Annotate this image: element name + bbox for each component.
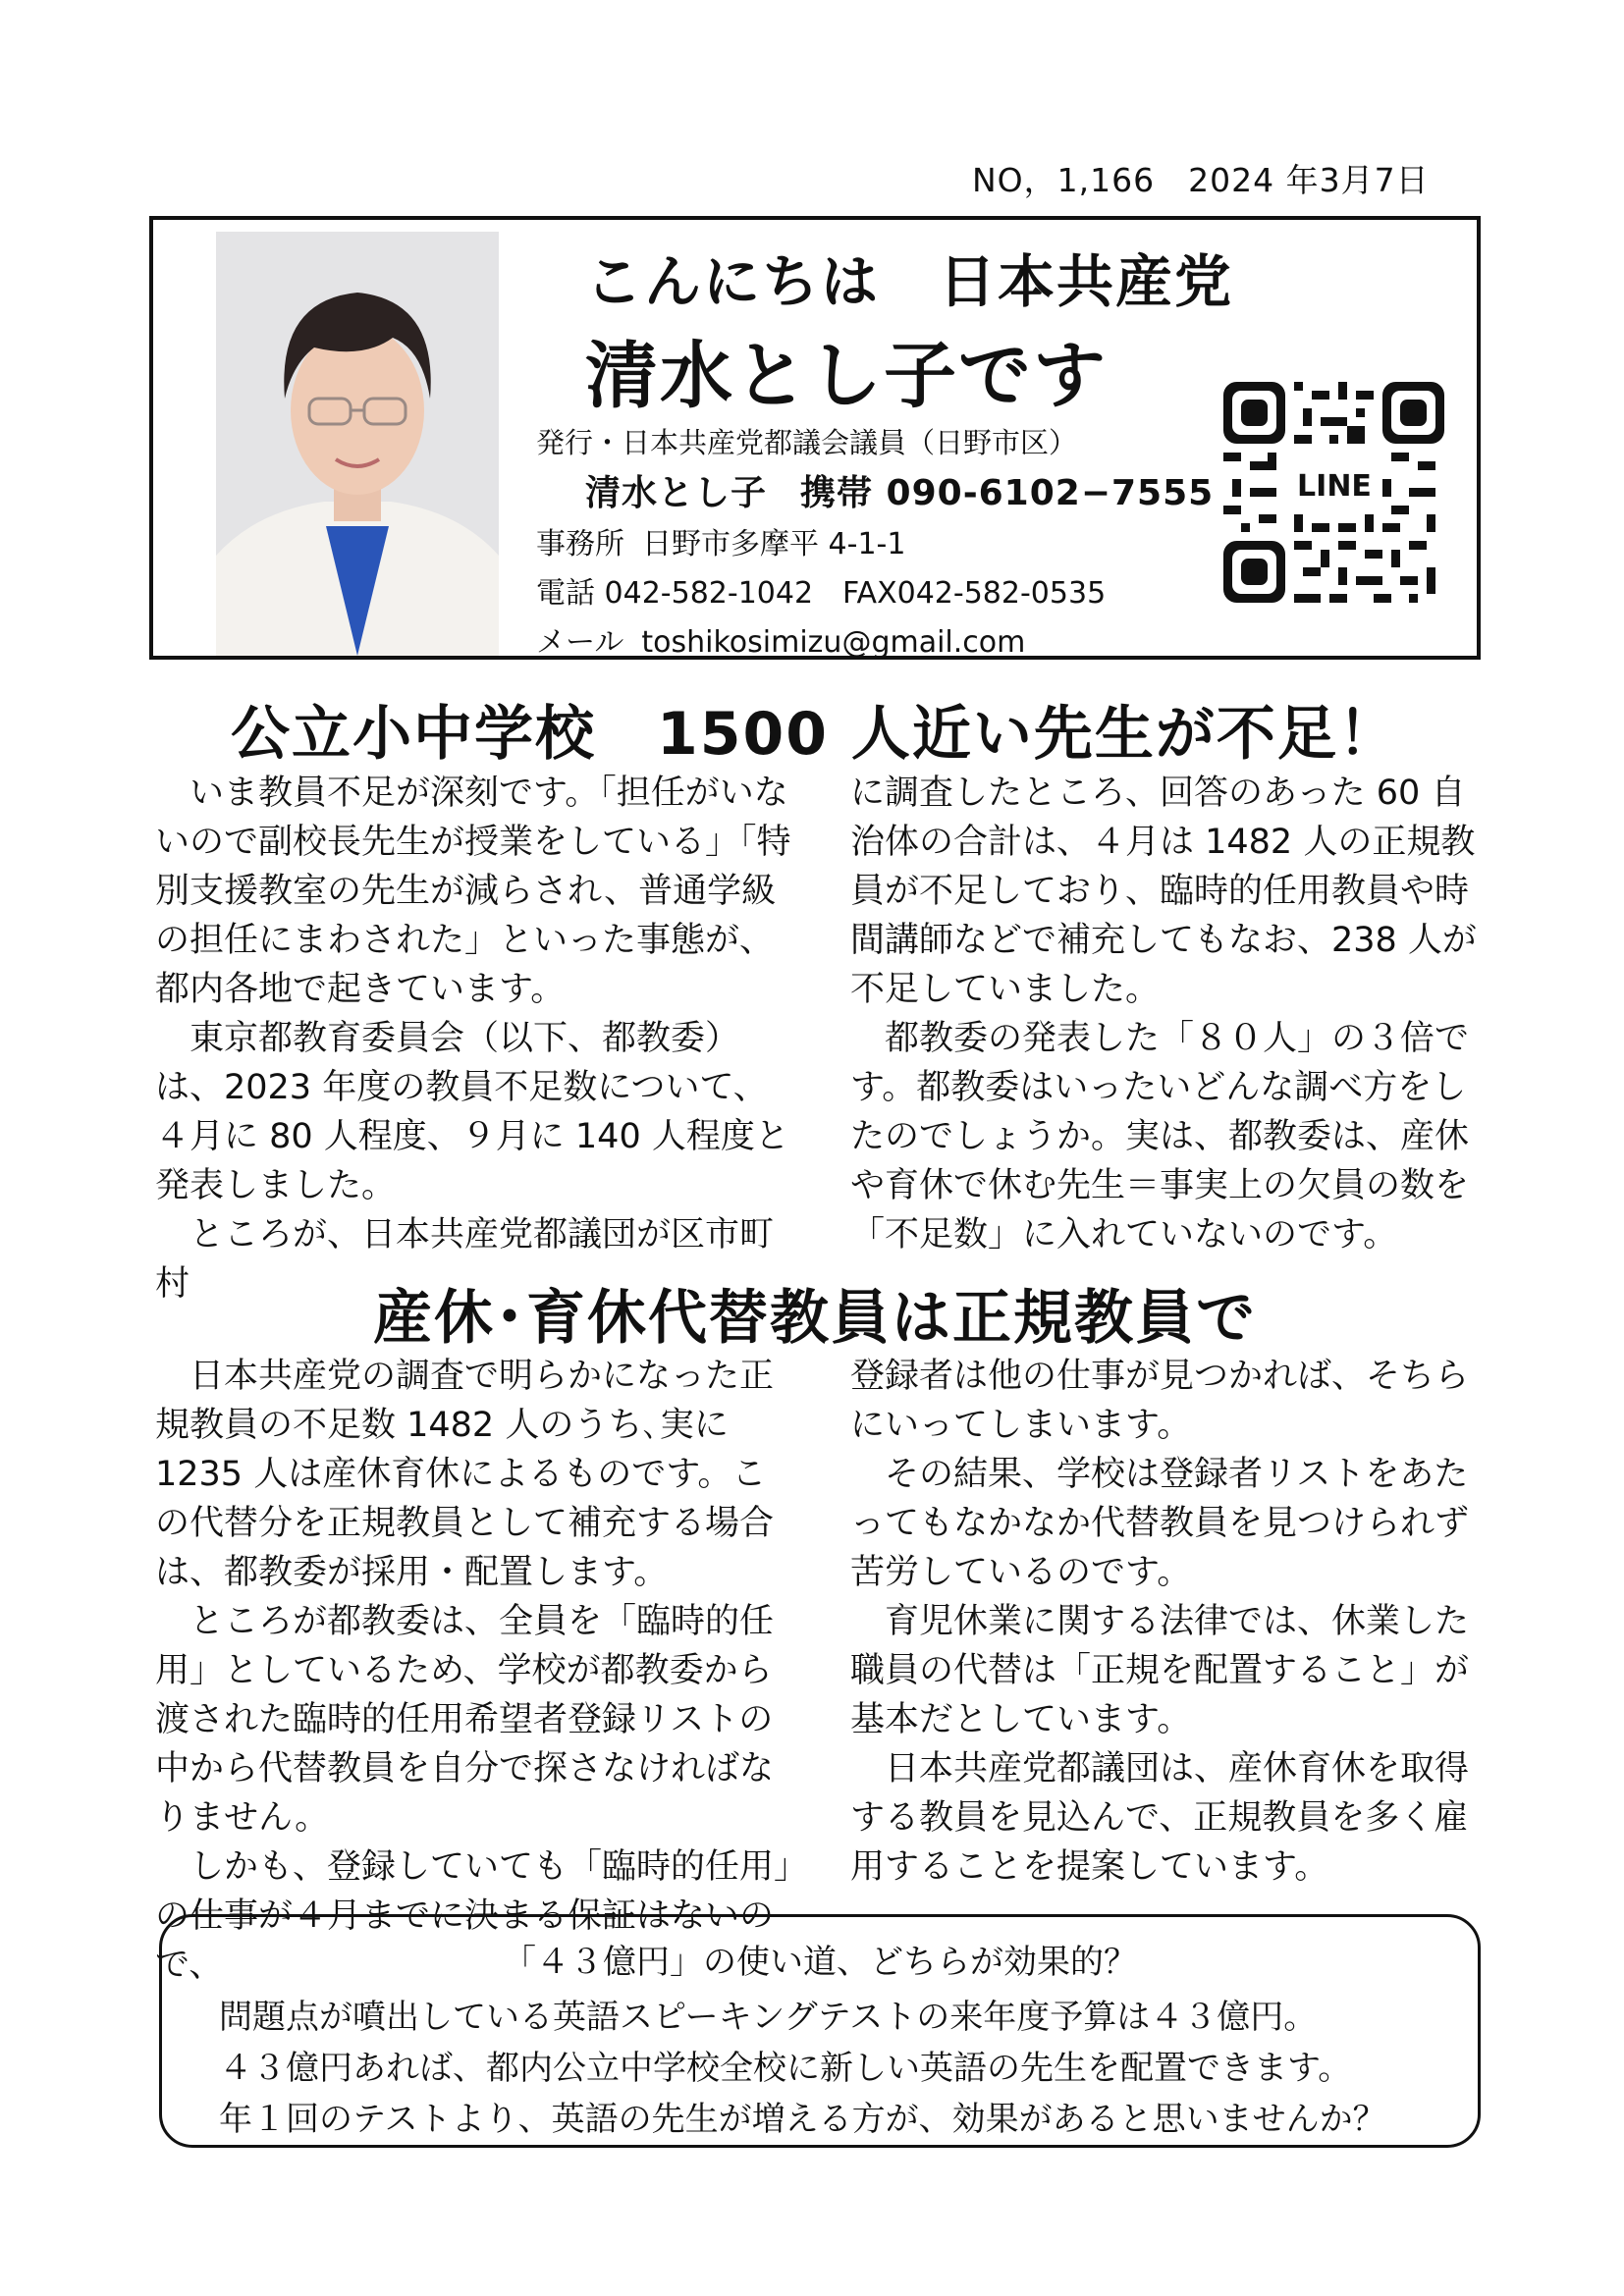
- note-line: ４３億円あれば、都内公立中学校全校に新しい英語の先生を配置できます。: [219, 2049, 1352, 2088]
- note-line: 年１回のテストより、英語の先生が増える方が、効果があると思いませんか？: [219, 2100, 1386, 2139]
- issue-line: [972, 155, 1483, 201]
- paragraph: 都教委の発表した「８０人」の３倍です。都教委はいったいどんな調べ方をしたのでしょうか。実は、都教委は、産休や育休で休む先生＝事実上の欠員の数を「不足数」に入れていないのです。: [850, 1019, 1470, 1255]
- mail-label: メール: [536, 625, 624, 660]
- note-title: 「４３億円」の使い道、どちらが効果的？: [503, 1943, 1137, 1982]
- paragraph: しかも、登録していても「臨時的任用」の仕事が４月までに決まる保証はないので、: [155, 1847, 791, 1985]
- contact-name: 清水とし子: [585, 473, 768, 513]
- section1-left-column: [155, 769, 793, 1308]
- section1-heading: 公立小中学校 1500 人近い先生が不足！: [231, 700, 1399, 769]
- issue-date: 2024 年3月7日: [1188, 161, 1430, 199]
- paragraph: に調査したところ、回答のあった 60 自治体の合計は、４月は 1482 人の正規教員が不足しており、臨時的任用教員や時間講師などで補充してもなお、238 人が不足していました。: [850, 774, 1477, 1009]
- office-address: 日野市多摩平 4-1-1: [642, 527, 906, 561]
- contact-row: [585, 465, 1247, 515]
- paragraph: その結果、学校は登録者リストをあたってもなかなか代替教員を見つけられず苦労しているのです。: [850, 1455, 1470, 1592]
- portrait-photo: [216, 232, 499, 656]
- name-title: 清水とし子です: [585, 334, 1108, 418]
- publisher-line: 発行・日本共産党都議会議員（日野市区）: [536, 426, 1078, 459]
- section2-right-column: [850, 1352, 1489, 1892]
- greeting-title: こんにちは 日本共産党: [585, 248, 1234, 315]
- mobile-number: 携帯 090-6102−7555: [800, 473, 1215, 513]
- qr-line-label: LINE: [1293, 465, 1376, 508]
- mail-address: toshikosimizu@gmail.com: [641, 625, 1026, 660]
- issue-number: NO，1,166: [972, 161, 1156, 199]
- note-line: 問題点が噴出している英語スピーキングテストの来年度予算は４３億円。: [219, 1998, 1318, 2037]
- section2-left-column: [155, 1352, 793, 1990]
- office-label: 事務所: [536, 527, 624, 561]
- paragraph: 東京都教育委員会（以下、都教委）は、2023 年度の教員不足数について、４月に 80 人程度、９月に 140 人程度と発表しました。: [155, 1019, 789, 1205]
- paragraph: 育児休業に関する法律では、休業した職員の代替は「正規を配置すること」が基本だとしています。: [850, 1602, 1470, 1739]
- phone-fax-row: 電話 042-582-1042 FAX042-582-0535: [536, 576, 1107, 611]
- paragraph: 日本共産党の調査で明らかになった正規教員の不足数 1482 人のうち､実に 1235 人は産休育休によるものです。この代替分を正規教員として補充する場合は、都教委が採用・配置します。: [155, 1357, 775, 1592]
- note-box: [159, 1914, 1481, 2148]
- paragraph: 日本共産党都議団は、産休育休を取得する教員を見込んで、正規教員を多く雇用することを提案しています。: [850, 1749, 1470, 1887]
- paragraph: ところが、日本共産党都議団が区市町村: [155, 1215, 775, 1304]
- paragraph: ところが都教委は、全員を「臨時的任用」としているため、学校が都教委から渡された臨時的任用希望者登録リストの中から代替教員を自分で探さなければなりません。: [155, 1602, 775, 1838]
- section2-heading: 産休･育休代替教員は正規教員で: [373, 1284, 1257, 1353]
- section1-right-column: [850, 769, 1489, 1259]
- header-box: [149, 216, 1481, 660]
- office-row: [536, 519, 905, 562]
- paragraph: 登録者は他の仕事が見つかれば、そちらにいってしまいます。: [850, 1357, 1470, 1445]
- mail-row: [536, 617, 1025, 661]
- paragraph: いま教員不足が深刻です。「担任がいないので副校長先生が授業をしている」「特別支援教室の先生が減らされ、普通学級の担任にまわされた」といった事態が、都内各地で起きています。: [155, 774, 791, 1009]
